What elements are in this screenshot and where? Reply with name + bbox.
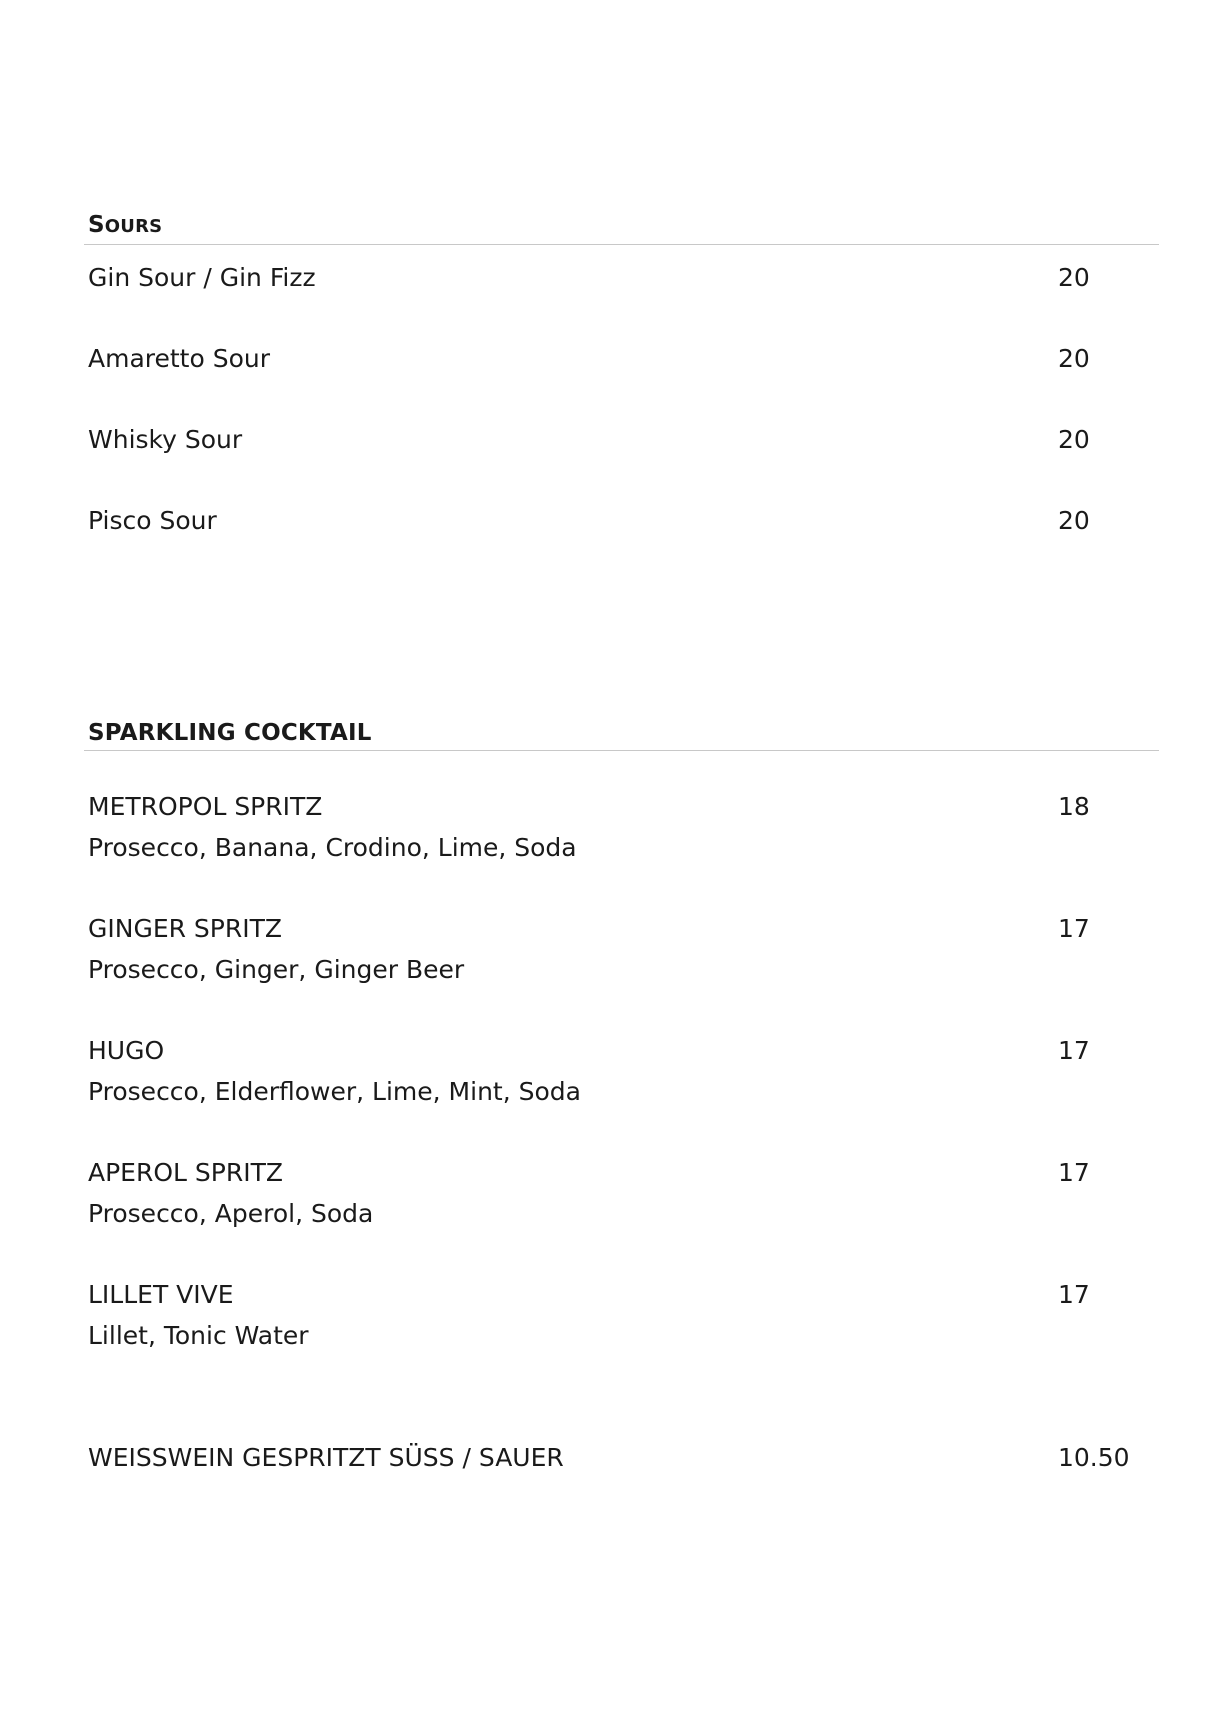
item-price: 17 [1058, 914, 1090, 943]
item-name: Pisco Sour [88, 506, 217, 535]
item-description: Prosecco, Elderflower, Lime, Mint, Soda [88, 1077, 581, 1106]
item-description: Prosecco, Banana, Crodino, Lime, Soda [88, 833, 577, 862]
item-price: 17 [1058, 1036, 1090, 1065]
sparkling-heading: SPARKLING COCKTAIL [84, 718, 1159, 751]
item-name: WEISSWEIN GESPRITZT SÜSS / SAUER [88, 1443, 564, 1472]
item-price: 17 [1058, 1158, 1090, 1187]
item-name: Gin Sour / Gin Fizz [88, 263, 316, 292]
item-name: Whisky Sour [88, 425, 243, 454]
item-description: Lillet, Tonic Water [88, 1321, 309, 1350]
item-name: HUGO [88, 1036, 165, 1065]
sours-heading [84, 210, 1159, 245]
item-name: APEROL SPRITZ [88, 1158, 283, 1187]
item-price: 10.50 [1058, 1443, 1130, 1472]
item-price: 17 [1058, 1280, 1090, 1309]
sparkling-section [84, 718, 1159, 1472]
item-description: Prosecco, Aperol, Soda [88, 1199, 374, 1228]
sours-heading-initial: S [88, 212, 105, 238]
item-price: 20 [1058, 263, 1090, 292]
item-name: METROPOL SPRITZ [88, 792, 323, 821]
sours-section [84, 210, 1159, 535]
item-price: 20 [1058, 425, 1090, 454]
item-name: GINGER SPRITZ [88, 914, 283, 943]
item-price: 20 [1058, 506, 1090, 535]
sours-heading-rest: OURS [104, 216, 163, 237]
item-price: 18 [1058, 792, 1090, 821]
item-name: LILLET VIVE [88, 1280, 234, 1309]
item-name: Amaretto Sour [88, 344, 271, 373]
item-description: Prosecco, Ginger, Ginger Beer [88, 955, 465, 984]
item-price: 20 [1058, 344, 1090, 373]
